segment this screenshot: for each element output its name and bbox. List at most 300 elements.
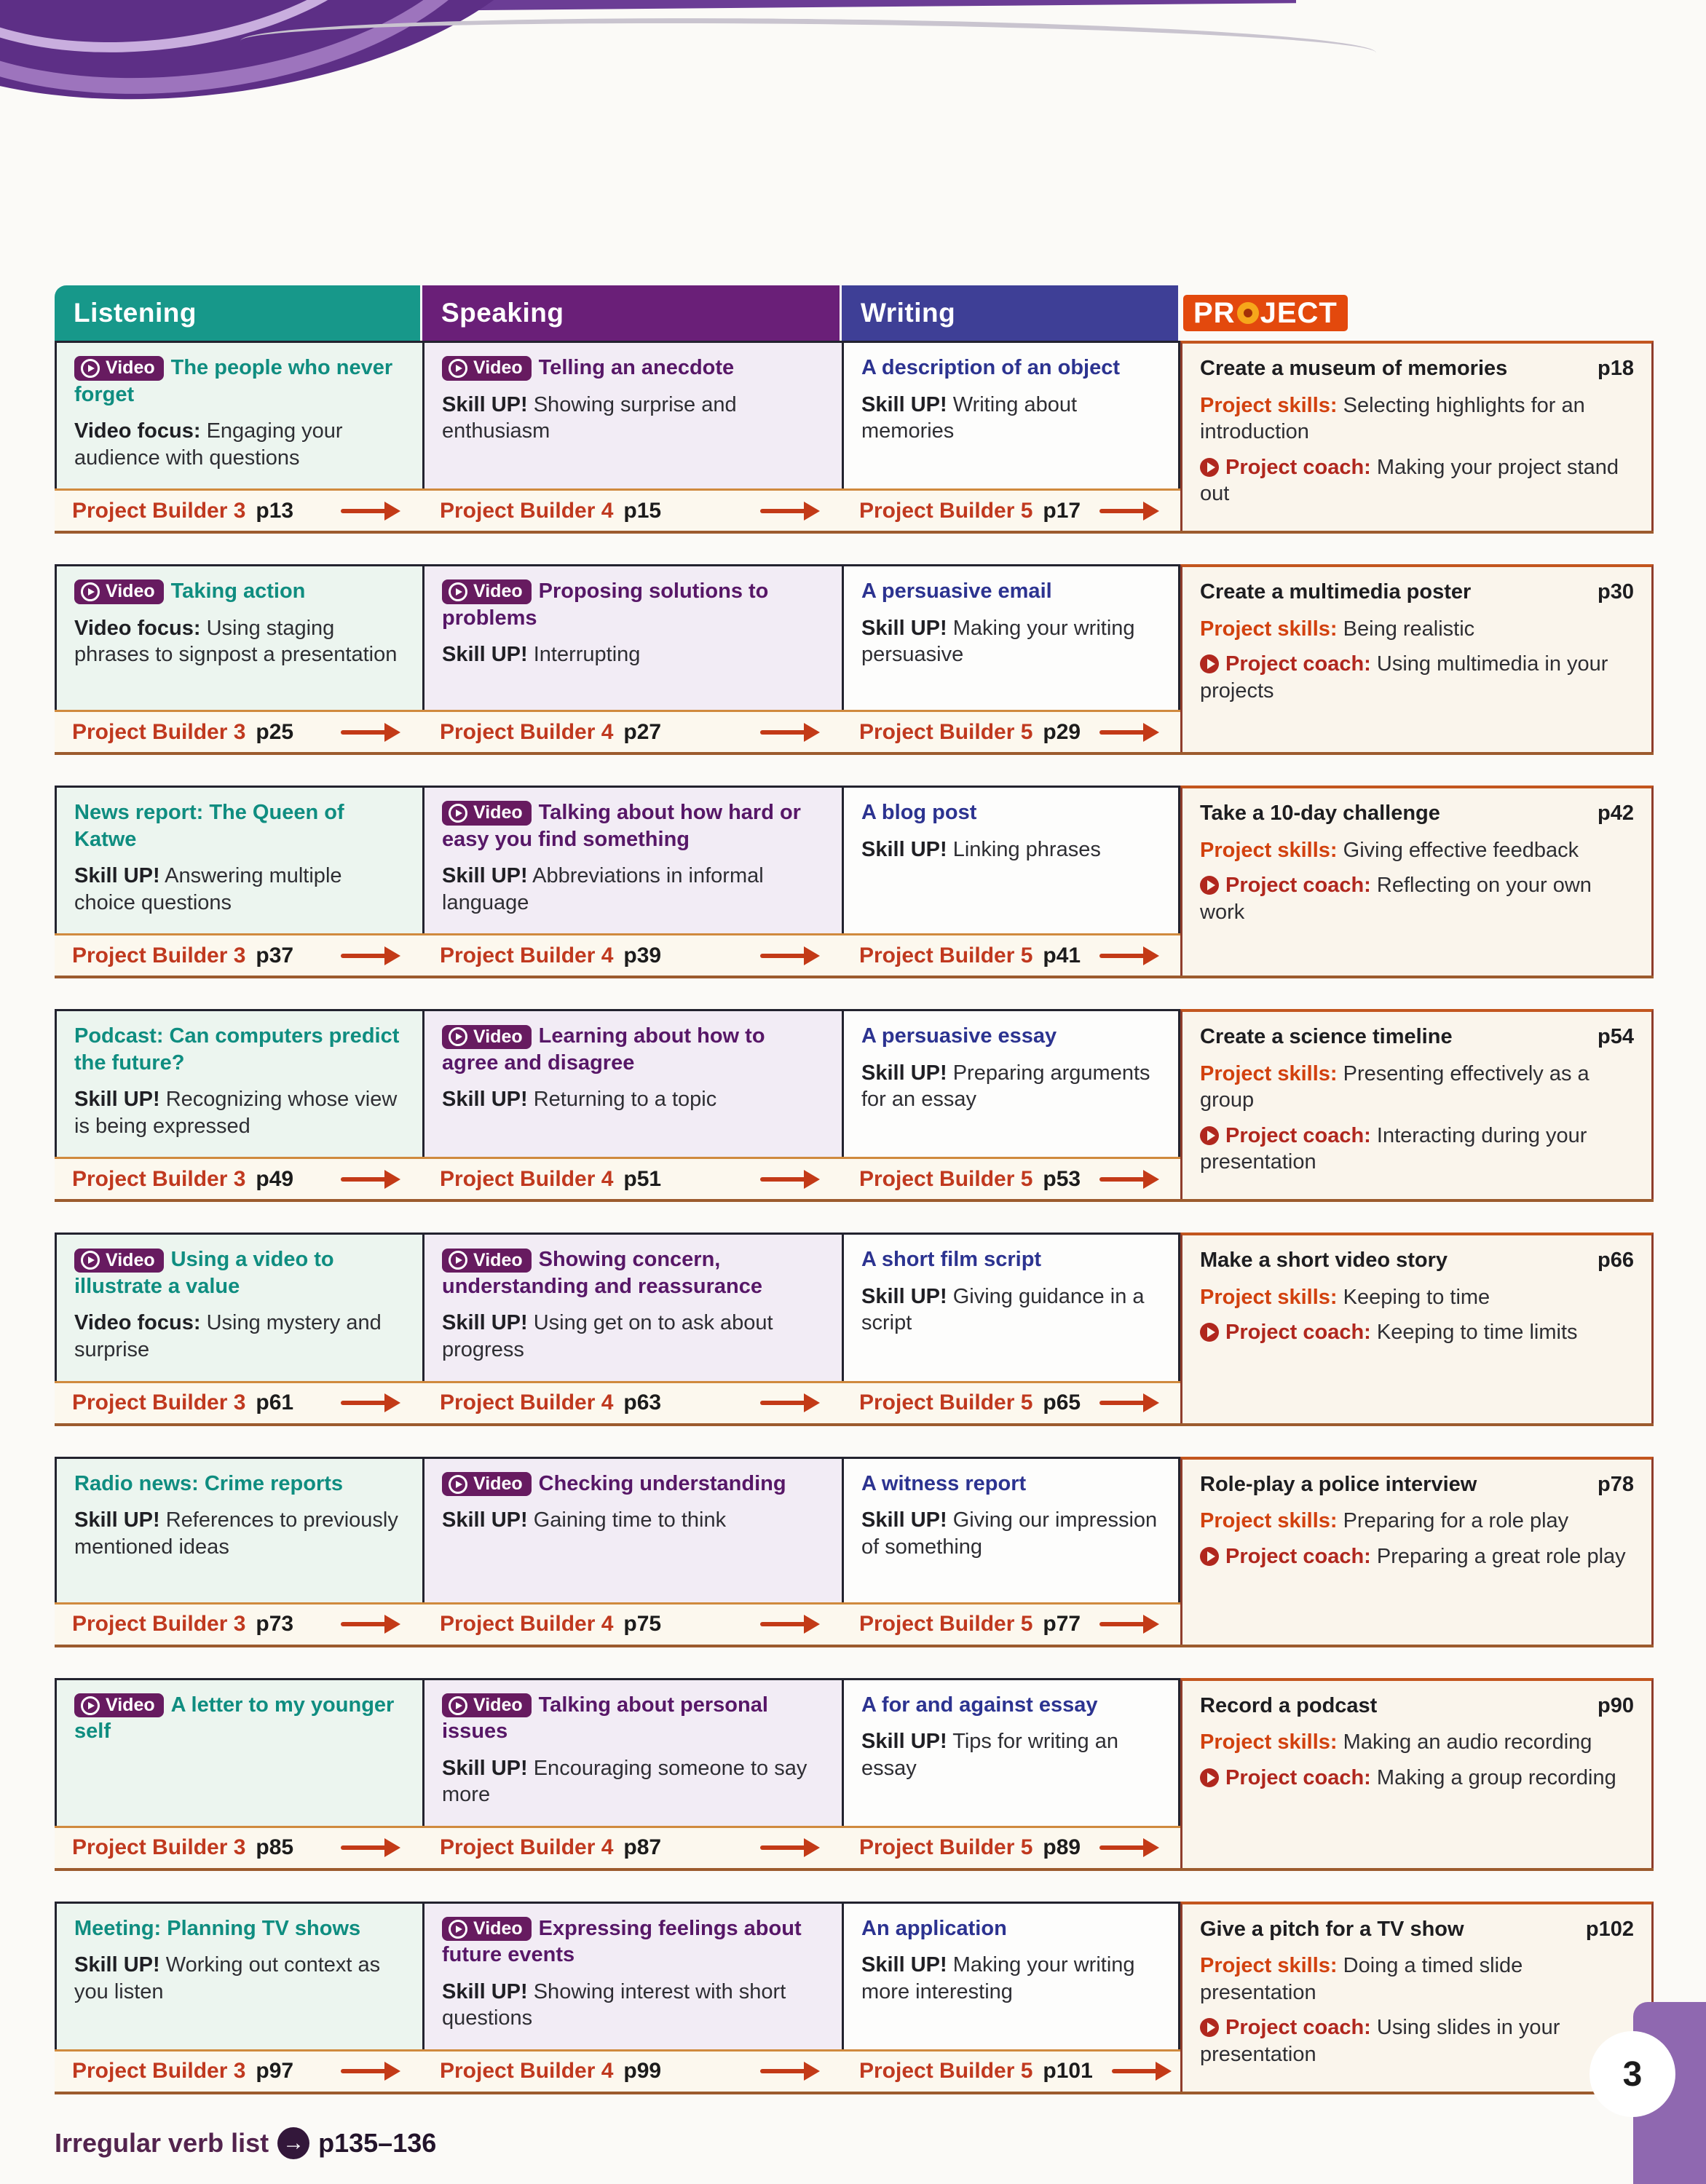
project-builder-3-page: p85 <box>256 1835 294 1860</box>
writing-skill: Skill UP! Linking phrases <box>861 837 1101 861</box>
project-skills-line: Project skills: Making an audio recording <box>1200 1730 1592 1754</box>
right-arrow-icon <box>760 509 817 513</box>
speaking-skill: Skill UP! Returning to a topic <box>442 1088 717 1112</box>
unit-row <box>55 341 1654 534</box>
project-builder-strip <box>55 1381 1180 1423</box>
project-builder-5-label: Project Builder 5 <box>859 943 1033 968</box>
listening-title: Meeting: Planning TV shows <box>74 1916 361 1940</box>
project-builder-4-label: Project Builder 4 <box>440 1166 614 1191</box>
writing-title: A blog post <box>861 801 977 825</box>
project-title: Create a multimedia poster <box>1200 580 1472 604</box>
project-title: Create a science timeline <box>1200 1025 1453 1049</box>
play-icon <box>81 582 100 601</box>
project-skills-line: Project skills: Presenting effectively as a group <box>1200 1061 1589 1112</box>
project-page-number: p102 <box>1585 1917 1634 1941</box>
project-title: Create a museum of memories <box>1200 357 1508 380</box>
listening-cell <box>55 1457 422 1602</box>
listening-cell <box>55 1233 422 1380</box>
play-icon <box>449 804 467 823</box>
right-arrow-icon <box>760 2069 817 2073</box>
writing-title: A persuasive essay <box>861 1024 1057 1048</box>
right-arrow-icon <box>341 2069 398 2073</box>
project-coach-play-icon <box>1200 654 1219 673</box>
writing-cell <box>842 786 1180 933</box>
project-builder-5-page: p89 <box>1043 1835 1081 1860</box>
project-coach-play-icon <box>1200 2018 1219 2037</box>
project-title: Make a short video story <box>1200 1249 1448 1273</box>
speaking-skill-label: Skill UP! <box>442 864 528 888</box>
writing-column-header: Writing <box>842 285 1180 341</box>
unit-row <box>55 1233 1654 1425</box>
project-coach-play-icon <box>1200 876 1219 895</box>
writing-cell <box>842 1902 1180 2049</box>
project-builder-5-page: p101 <box>1043 2059 1093 2084</box>
project-coach-line: Project coach: Reflecting on your own work <box>1200 874 1592 924</box>
project-title: Role-play a police interview <box>1200 1472 1477 1496</box>
project-builder-5-page: p65 <box>1043 1390 1081 1415</box>
writing-title: A persuasive email <box>861 579 1052 604</box>
project-builder-3 <box>55 720 422 745</box>
project-column-header <box>1180 285 1654 341</box>
speaking-title: Video Learning about how to agree and disagree <box>442 1024 765 1075</box>
right-arrow-icon <box>760 1845 817 1850</box>
writing-skill: Skill UP! Preparing arguments for an essay <box>861 1061 1150 1112</box>
project-builder-3-page: p61 <box>256 1390 294 1415</box>
project-builder-strip <box>55 1826 1180 1868</box>
video-badge <box>442 1917 532 1942</box>
project-cell <box>1180 564 1654 752</box>
play-icon <box>449 1696 467 1715</box>
video-badge-label: Video <box>473 1473 523 1494</box>
project-cell <box>1180 1009 1654 1199</box>
project-skills-label: Project skills: <box>1200 393 1338 417</box>
video-badge <box>74 1693 164 1718</box>
video-badge <box>442 801 532 826</box>
listening-skill: Skill UP! Recognizing whose view is being expressed <box>74 1088 398 1138</box>
project-builder-4 <box>422 1612 842 1637</box>
project-builder-4 <box>422 499 842 523</box>
project-builder-5-label: Project Builder 5 <box>859 2059 1033 2084</box>
project-coach-label: Project coach: <box>1225 1123 1371 1147</box>
footer-label: Irregular verb list <box>55 2128 269 2158</box>
writing-title: A short film script <box>861 1248 1042 1272</box>
project-builder-4 <box>422 2059 842 2084</box>
unit-row <box>55 1678 1654 1871</box>
project-builder-3 <box>55 1612 422 1637</box>
project-builder-5 <box>842 2059 1180 2084</box>
project-builder-3 <box>55 1390 422 1415</box>
project-logo-text: PR <box>1193 297 1236 329</box>
project-coach-play-icon <box>1200 1323 1219 1342</box>
project-coach-line: Project coach: Interacting during your presentation <box>1200 1123 1587 1174</box>
video-badge-label: Video <box>473 1026 523 1047</box>
speaking-skill-label: Skill UP! <box>442 392 528 416</box>
project-builder-5-label: Project Builder 5 <box>859 498 1033 523</box>
project-builder-4-page: p99 <box>623 2059 662 2084</box>
project-builder-5-label: Project Builder 5 <box>859 1835 1033 1860</box>
speaking-skill-label: Skill UP! <box>442 1756 528 1780</box>
video-badge <box>442 579 532 604</box>
project-page-number: p54 <box>1598 1025 1634 1049</box>
writing-cell <box>842 1233 1180 1380</box>
project-coach-play-icon <box>1200 458 1219 477</box>
listening-title: Podcast: Can computers predict the future? <box>74 1024 400 1075</box>
listening-skill-label: Skill UP! <box>74 1953 160 1977</box>
project-builder-4 <box>422 720 842 745</box>
right-arrow-icon <box>341 1177 398 1182</box>
project-builder-4-label: Project Builder 4 <box>440 943 614 968</box>
project-coach-line: Project coach: Using slides in your presentation <box>1200 2016 1560 2066</box>
project-title-line <box>1200 1693 1634 1720</box>
footer-pages: p135–136 <box>318 2128 437 2158</box>
project-builder-3 <box>55 2059 422 2084</box>
project-builder-3-page: p13 <box>256 498 294 523</box>
listening-cell <box>55 1902 422 2049</box>
project-builder-4-label: Project Builder 4 <box>440 2059 614 2084</box>
right-arrow-icon <box>1112 2069 1169 2073</box>
writing-title: An application <box>861 1916 1007 1940</box>
project-cell <box>1180 341 1654 531</box>
project-builder-3-label: Project Builder 3 <box>72 2059 246 2084</box>
play-icon <box>449 1920 467 1939</box>
right-arrow-icon <box>1099 954 1156 958</box>
writing-skill-label: Skill UP! <box>861 616 947 640</box>
video-badge-label: Video <box>106 357 155 379</box>
play-icon <box>449 1251 467 1270</box>
project-skills-line: Project skills: Preparing for a role play <box>1200 1509 1569 1533</box>
writing-skill-label: Skill UP! <box>861 1953 947 1977</box>
listening-title: Video A letter to my younger self <box>74 1693 395 1744</box>
listening-title: Video Using a video to illustrate a value <box>74 1248 334 1298</box>
project-title-line <box>1200 355 1634 382</box>
project-logo-o-icon <box>1237 302 1259 324</box>
project-coach-line: Project coach: Preparing a great role play <box>1200 1543 1634 1570</box>
project-title-line <box>1200 1247 1634 1274</box>
project-builder-4 <box>422 1167 842 1192</box>
project-skills-label: Project skills: <box>1200 1954 1338 1978</box>
project-title: Take a 10-day challenge <box>1200 802 1440 826</box>
project-builder-3-page: p37 <box>256 943 294 968</box>
project-coach-line: Project coach: Making your project stand out <box>1200 455 1619 506</box>
project-builder-4-label: Project Builder 4 <box>440 498 614 523</box>
right-arrow-icon <box>341 954 398 958</box>
right-arrow-icon <box>1099 1845 1156 1850</box>
right-arrow-icon <box>1099 509 1156 513</box>
project-builder-strip <box>55 488 1180 531</box>
project-builder-strip <box>55 1157 1180 1199</box>
speaking-title: Video Proposing solutions to problems <box>442 579 769 630</box>
project-builder-3 <box>55 943 422 968</box>
project-builder-5-label: Project Builder 5 <box>859 1612 1033 1636</box>
project-logo-text: JECT <box>1260 297 1338 329</box>
project-builder-strip <box>55 710 1180 752</box>
project-skills-label: Project skills: <box>1200 1061 1338 1085</box>
unit-row <box>55 786 1654 978</box>
listening-cell <box>55 341 422 488</box>
project-builder-4-page: p87 <box>623 1835 662 1860</box>
video-badge-label: Video <box>473 1694 523 1715</box>
listening-skill-label: Video focus: <box>74 419 201 443</box>
project-coach-line: Project coach: Using multimedia in your projects <box>1200 652 1608 703</box>
writing-skill: Skill UP! Giving our impression of something <box>861 1508 1158 1559</box>
speaking-skill: Skill UP! Showing interest with short questions <box>442 1979 786 2030</box>
project-cell <box>1180 786 1654 976</box>
project-builder-5 <box>842 499 1180 523</box>
scope-and-sequence-table <box>55 285 1654 2125</box>
speaking-skill: Skill UP! Using get on to ask about progress <box>442 1311 773 1361</box>
speaking-cell <box>422 1457 842 1602</box>
speaking-skill: Skill UP! Interrupting <box>442 643 641 667</box>
play-icon <box>449 1027 467 1046</box>
project-logo <box>1183 295 1348 331</box>
project-coach-line: Project coach: Keeping to time limits <box>1200 1319 1634 1346</box>
project-builder-5 <box>842 943 1180 968</box>
play-icon <box>81 359 100 378</box>
listening-skill: Video focus: Using mystery and surprise <box>74 1311 382 1361</box>
writing-skill-label: Skill UP! <box>861 1061 947 1085</box>
listening-cell <box>55 1009 422 1157</box>
writing-skill-label: Skill UP! <box>861 1508 947 1532</box>
irregular-verb-list-footer <box>55 2127 436 2159</box>
project-builder-3-label: Project Builder 3 <box>72 1166 246 1191</box>
project-skills-label: Project skills: <box>1200 1730 1338 1754</box>
project-builder-3-label: Project Builder 3 <box>72 1835 246 1860</box>
right-arrow-icon <box>1099 1401 1156 1405</box>
writing-cell <box>842 1678 1180 1826</box>
project-coach-label: Project coach: <box>1225 1544 1371 1568</box>
project-coach-label: Project coach: <box>1225 1321 1371 1345</box>
writing-skill-label: Skill UP! <box>861 837 947 861</box>
writing-title: A for and against essay <box>861 1693 1098 1717</box>
project-builder-strip <box>55 2049 1180 2092</box>
project-builder-5 <box>842 720 1180 745</box>
project-coach-label: Project coach: <box>1225 455 1371 479</box>
project-builder-4-page: p51 <box>623 1166 662 1191</box>
project-title-line <box>1200 1471 1634 1498</box>
speaking-title: Video Telling an anecdote <box>442 355 826 381</box>
video-badge-label: Video <box>473 581 523 602</box>
project-page-number: p90 <box>1598 1693 1634 1717</box>
project-builder-5-label: Project Builder 5 <box>859 719 1033 744</box>
project-builder-5 <box>842 1390 1180 1415</box>
writing-skill: Skill UP! Making your writing persuasive <box>861 616 1135 667</box>
speaking-title: Video Checking understanding <box>442 1471 826 1497</box>
right-arrow-icon <box>760 1622 817 1626</box>
writing-skill: Skill UP! Tips for writing an essay <box>861 1730 1118 1780</box>
writing-skill-label: Skill UP! <box>861 1284 947 1308</box>
project-builder-4 <box>422 943 842 968</box>
play-icon <box>449 359 467 378</box>
video-badge-label: Video <box>106 1694 155 1715</box>
video-badge <box>74 579 164 604</box>
project-skills-label: Project skills: <box>1200 617 1338 641</box>
project-builder-4 <box>422 1390 842 1415</box>
project-builder-4-label: Project Builder 4 <box>440 1612 614 1636</box>
project-title: Record a podcast <box>1200 1693 1378 1717</box>
project-builder-3 <box>55 499 422 523</box>
speaking-skill-label: Skill UP! <box>442 1508 528 1532</box>
video-badge-label: Video <box>473 1918 523 1939</box>
unit-row <box>55 1009 1654 1202</box>
project-builder-5-page: p29 <box>1043 719 1081 744</box>
writing-cell <box>842 1457 1180 1602</box>
project-coach-label: Project coach: <box>1225 874 1371 898</box>
project-builder-strip <box>55 1602 1180 1645</box>
video-badge <box>442 356 532 381</box>
project-builder-3-label: Project Builder 3 <box>72 1612 246 1636</box>
speaking-title: Video Talking about personal issues <box>442 1693 768 1744</box>
speaking-cell <box>422 1233 842 1380</box>
project-page-number: p66 <box>1598 1249 1634 1273</box>
right-arrow-icon <box>341 1845 398 1850</box>
project-builder-5-page: p53 <box>1043 1166 1081 1191</box>
video-badge-label: Video <box>473 1249 523 1270</box>
project-builder-5-label: Project Builder 5 <box>859 1390 1033 1415</box>
project-title-line <box>1200 1916 1634 1943</box>
project-title: Give a pitch for a TV show <box>1200 1917 1464 1941</box>
project-builder-5-page: p17 <box>1043 498 1081 523</box>
play-icon <box>81 1696 100 1715</box>
writing-skill: Skill UP! Writing about memories <box>861 392 1078 443</box>
speaking-skill-label: Skill UP! <box>442 1311 528 1335</box>
project-builder-4-label: Project Builder 4 <box>440 1835 614 1860</box>
project-builder-4-label: Project Builder 4 <box>440 1390 614 1415</box>
right-arrow-icon <box>1099 1177 1156 1182</box>
speaking-cell <box>422 1009 842 1157</box>
project-builder-3-label: Project Builder 3 <box>72 1390 246 1415</box>
project-cell <box>1180 1902 1654 2092</box>
speaking-skill: Skill UP! Abbreviations in informal language <box>442 864 764 914</box>
project-page-number: p30 <box>1598 580 1634 604</box>
project-skills-label: Project skills: <box>1200 1509 1338 1533</box>
listening-skill-label: Video focus: <box>74 616 201 640</box>
video-badge-label: Video <box>106 581 155 602</box>
speaking-skill-label: Skill UP! <box>442 1979 528 2003</box>
writing-title: A description of an object <box>861 356 1121 379</box>
project-skills-label: Project skills: <box>1200 1285 1338 1309</box>
video-badge-label: Video <box>473 357 523 379</box>
project-builder-5-page: p77 <box>1043 1612 1081 1636</box>
right-arrow-icon <box>760 1401 817 1405</box>
project-builder-4-page: p63 <box>623 1390 662 1415</box>
project-title-line <box>1200 579 1634 606</box>
right-arrow-icon <box>760 1177 817 1182</box>
video-badge <box>442 1472 532 1497</box>
speaking-skill: Skill UP! Gaining time to think <box>442 1508 727 1532</box>
right-arrow-icon <box>341 730 398 735</box>
units-list <box>55 341 1654 2094</box>
listening-title: News report: The Queen of Katwe <box>74 801 344 851</box>
project-page-number: p78 <box>1598 1472 1634 1496</box>
project-builder-5 <box>842 1167 1180 1192</box>
project-skills-line: Project skills: Selecting highlights for an introduction <box>1200 393 1585 444</box>
video-badge <box>442 1693 532 1718</box>
project-coach-label: Project coach: <box>1225 2016 1371 2040</box>
speaking-cell <box>422 1678 842 1826</box>
video-badge <box>442 1025 532 1050</box>
project-coach-play-icon <box>1200 1547 1219 1566</box>
video-badge <box>442 1249 532 1273</box>
listening-skill: Video focus: Using staging phrases to signpost a presentation <box>74 616 398 667</box>
video-badge-label: Video <box>473 802 523 823</box>
listening-column-header: Listening <box>55 285 422 341</box>
listening-skill: Skill UP! References to previously mentioned ideas <box>74 1508 398 1559</box>
project-builder-3-page: p25 <box>256 719 294 744</box>
listening-skill-label: Skill UP! <box>74 864 160 888</box>
writing-skill-label: Skill UP! <box>861 1730 947 1754</box>
project-skills-line: Project skills: Doing a timed slide presentation <box>1200 1954 1523 2004</box>
speaking-title: Video Expressing feelings about future events <box>442 1916 802 1967</box>
project-builder-5-label: Project Builder 5 <box>859 1166 1033 1191</box>
page-number: 3 <box>1589 2031 1675 2117</box>
project-coach-label: Project coach: <box>1225 652 1371 676</box>
project-skills-line: Project skills: Being realistic <box>1200 617 1475 641</box>
listening-cell <box>55 1678 422 1826</box>
project-builder-5-page: p41 <box>1043 943 1081 968</box>
project-builder-3-page: p73 <box>256 1612 294 1636</box>
project-builder-3-page: p97 <box>256 2059 294 2084</box>
listening-skill-label: Skill UP! <box>74 1088 160 1112</box>
project-title-line <box>1200 1024 1634 1051</box>
project-skills-line: Project skills: Giving effective feedback <box>1200 838 1579 862</box>
project-builder-strip <box>55 933 1180 976</box>
right-arrow-icon <box>341 1401 398 1405</box>
project-builder-4 <box>422 1835 842 1860</box>
unit-row <box>55 1902 1654 2094</box>
speaking-skill-label: Skill UP! <box>442 643 528 667</box>
unit-row <box>55 564 1654 755</box>
project-builder-4-label: Project Builder 4 <box>440 719 614 744</box>
project-builder-3-label: Project Builder 3 <box>72 719 246 744</box>
project-builder-3-label: Project Builder 3 <box>72 943 246 968</box>
project-builder-4-page: p39 <box>623 943 662 968</box>
project-coach-play-icon <box>1200 1126 1219 1145</box>
right-arrow-icon <box>1099 730 1156 735</box>
project-builder-3-page: p49 <box>256 1166 294 1191</box>
listening-skill-label: Skill UP! <box>74 1508 160 1532</box>
right-arrow-icon <box>760 730 817 735</box>
listening-skill: Skill UP! Answering multiple choice questions <box>74 864 342 914</box>
writing-skill: Skill UP! Giving guidance in a script <box>861 1284 1145 1335</box>
project-coach-play-icon <box>1200 1768 1219 1787</box>
writing-skill-label: Skill UP! <box>861 392 947 416</box>
project-builder-4-page: p75 <box>623 1612 662 1636</box>
project-builder-4-page: p15 <box>623 498 662 523</box>
right-arrow-icon <box>341 1622 398 1626</box>
project-skills-line: Project skills: Keeping to time <box>1200 1285 1490 1309</box>
project-skills-label: Project skills: <box>1200 838 1338 862</box>
right-arrow-icon <box>760 954 817 958</box>
writing-cell <box>842 341 1180 488</box>
listening-skill: Skill UP! Working out context as you listen <box>74 1953 381 2003</box>
play-icon <box>449 1475 467 1494</box>
listening-skill-label: Video focus: <box>74 1311 201 1335</box>
listening-title: Radio news: Crime reports <box>74 1471 344 1495</box>
speaking-title: Video Talking about how hard or easy you find something <box>442 801 801 851</box>
writing-cell <box>842 564 1180 710</box>
speaking-skill-label: Skill UP! <box>442 1088 528 1112</box>
project-builder-5 <box>842 1612 1180 1637</box>
speaking-cell <box>422 1902 842 2049</box>
circle-arrow-icon: → <box>277 2127 309 2159</box>
writing-skill: Skill UP! Making your writing more interesting <box>861 1953 1135 2003</box>
column-headers <box>55 285 1654 341</box>
project-builder-3 <box>55 1835 422 1860</box>
project-builder-3-label: Project Builder 3 <box>72 498 246 523</box>
play-icon <box>449 582 467 601</box>
project-cell <box>1180 1678 1654 1868</box>
speaking-skill: Skill UP! Showing surprise and enthusiasm <box>442 392 737 443</box>
